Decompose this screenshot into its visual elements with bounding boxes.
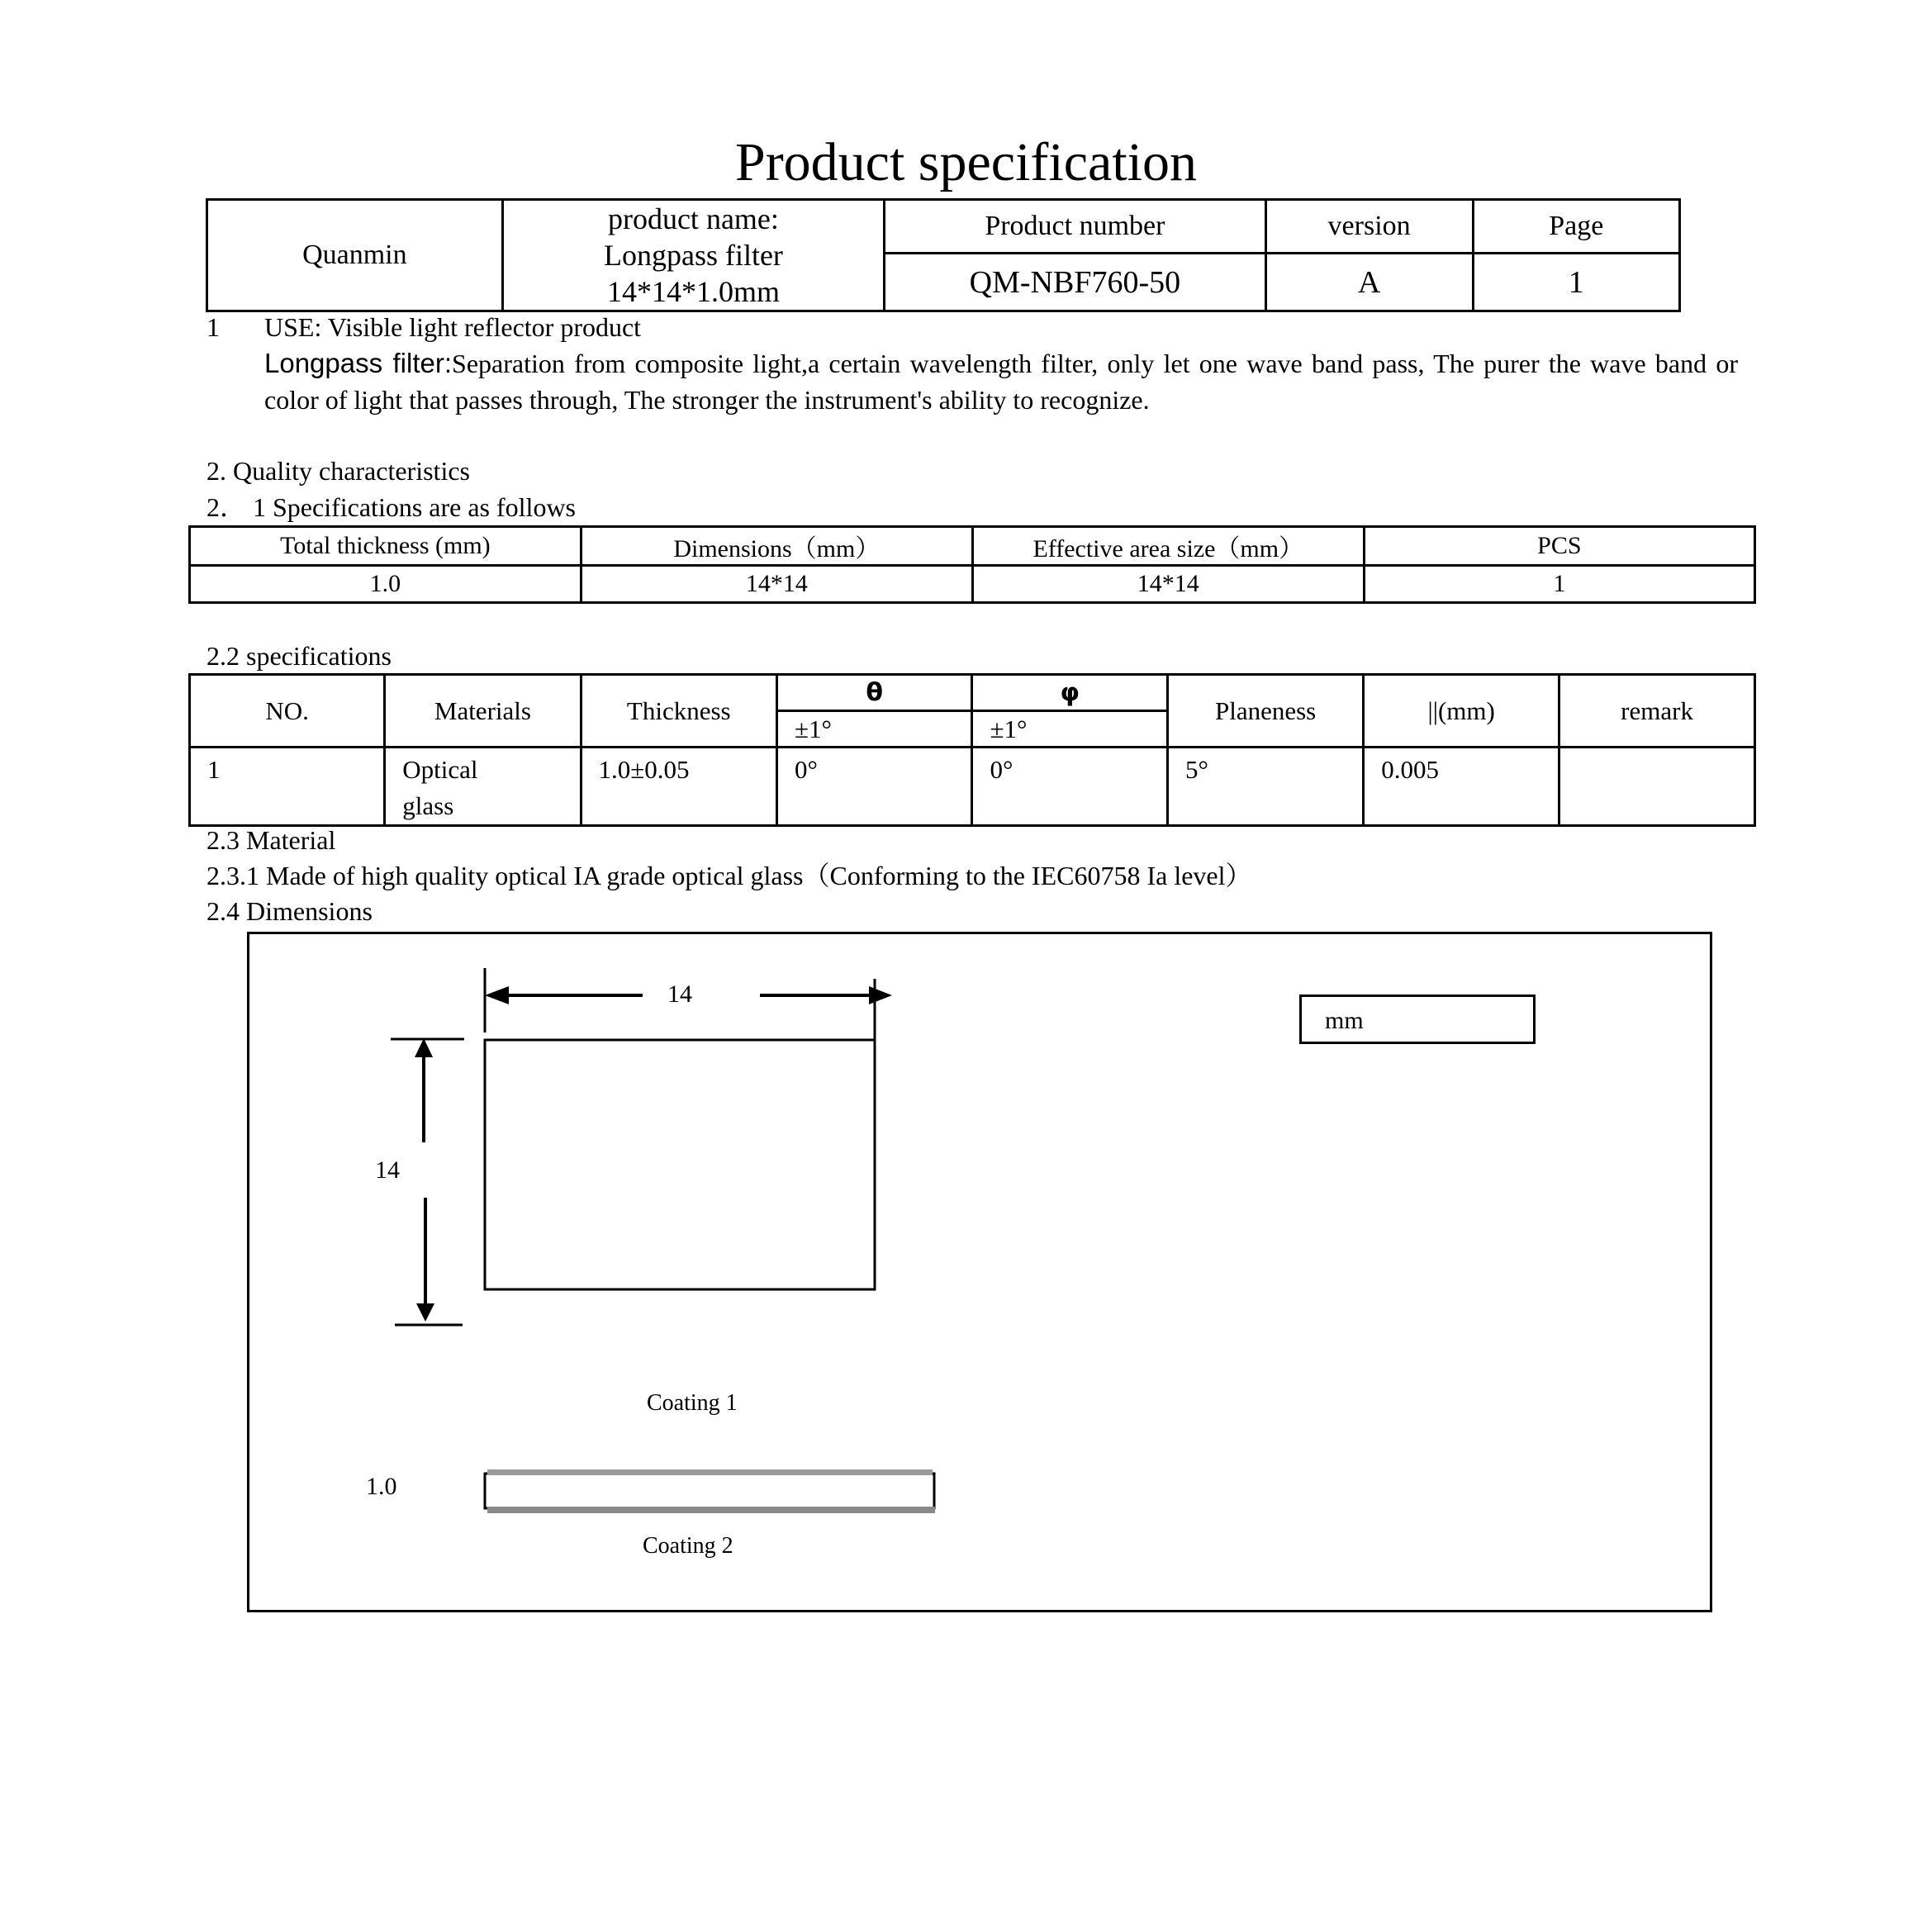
- page-value: 1: [1473, 254, 1679, 311]
- height-dimension-label: 14: [375, 1156, 400, 1184]
- spec-value-pcs: 1: [1364, 566, 1754, 603]
- params-header-parallelism: ||(mm): [1364, 675, 1559, 748]
- width-dimension-label: 14: [667, 980, 692, 1008]
- unit-label: mm: [1325, 1007, 1364, 1034]
- page-label: Page: [1473, 200, 1679, 254]
- section2-heading: 2. Quality characteristics: [206, 456, 470, 486]
- unit-box: [1299, 994, 1536, 1044]
- filter-top-view: [485, 1040, 875, 1289]
- params-header-no: NO.: [190, 675, 385, 748]
- params-value-materials-line1: Optical: [402, 755, 478, 784]
- coating-1-layer: [487, 1469, 933, 1475]
- params-header-theta: θ: [776, 675, 971, 711]
- section1-number: 1: [206, 312, 220, 342]
- params-header-thickness: Thickness: [581, 675, 776, 748]
- spec-value-effective-area: 14*14: [972, 566, 1364, 603]
- height-arrow-top: [415, 1038, 433, 1057]
- product-name-label: product name:: [607, 202, 779, 235]
- spec-header-dimensions: Dimensions（mm）: [581, 527, 972, 566]
- spec-header-pcs: PCS: [1364, 527, 1754, 566]
- section1-lead: Longpass filter:: [264, 348, 453, 378]
- params-value-materials-line2: glass: [402, 791, 454, 820]
- section2-3-1-text: 2.3.1 Made of high quality optical IA grade optical glass（Conforming to the IEC60758 Ia level）: [206, 861, 1252, 890]
- params-value-theta: 0°: [776, 748, 971, 826]
- params-header-planeness: Planeness: [1167, 675, 1363, 748]
- section2-3-heading: 2.3 Material: [206, 825, 336, 855]
- params-header-theta-tolerance: ±1°: [776, 711, 971, 748]
- coating-2-label: Coating 2: [643, 1533, 733, 1559]
- spec-header-thickness: Total thickness (mm): [190, 527, 581, 566]
- width-arrow-right: [869, 986, 892, 1004]
- params-value-phi: 0°: [972, 748, 1167, 826]
- width-arrow-left: [485, 986, 509, 1004]
- section2-4-heading: 2.4 Dimensions: [206, 896, 373, 926]
- product-name-line2: 14*14*1.0mm: [606, 275, 780, 308]
- params-value-planeness: 5°: [1167, 748, 1363, 826]
- coating-1-label: Coating 1: [647, 1390, 738, 1416]
- section2-1-heading: 2． 1 Specifications are as follows: [206, 492, 577, 522]
- params-header-phi-tolerance: ±1°: [972, 711, 1167, 748]
- version-label: version: [1265, 200, 1473, 254]
- spec-header-effective-area: Effective area size（mm）: [972, 527, 1364, 566]
- spec-value-thickness: 1.0: [190, 566, 581, 603]
- params-header-materials: Materials: [385, 675, 581, 748]
- thickness-dimension-label: 1.0: [366, 1473, 397, 1500]
- coating-2-layer: [487, 1507, 935, 1513]
- params-value-thickness: 1.0±0.05: [581, 748, 776, 826]
- section1-use: USE: Visible light reflector product: [264, 312, 642, 342]
- section1-description: Separation from composite light,a certain wavelength filter, only let one wave band pass, The purer the wave band or color of light that passes through, The stronger the instrument's ability to recognize.: [264, 349, 1738, 415]
- product-number-value: QM-NBF760-50: [885, 254, 1266, 311]
- height-arrow-bottom: [416, 1303, 434, 1322]
- spec-value-dimensions: 14*14: [581, 566, 972, 603]
- params-header-phi: φ: [972, 675, 1167, 711]
- section2-2-heading: 2.2 specifications: [206, 641, 392, 671]
- params-value-no: 1: [190, 748, 385, 826]
- product-name-line1: Longpass filter: [603, 239, 783, 272]
- params-header-remark: remark: [1559, 675, 1755, 748]
- params-value-parallelism: 0.005: [1364, 748, 1559, 826]
- company-name: Quanmin: [207, 200, 503, 311]
- page-title: Product specification: [734, 132, 1197, 192]
- filter-side-view: [485, 1474, 934, 1508]
- product-number-label: Product number: [885, 200, 1266, 254]
- version-value: A: [1265, 254, 1473, 311]
